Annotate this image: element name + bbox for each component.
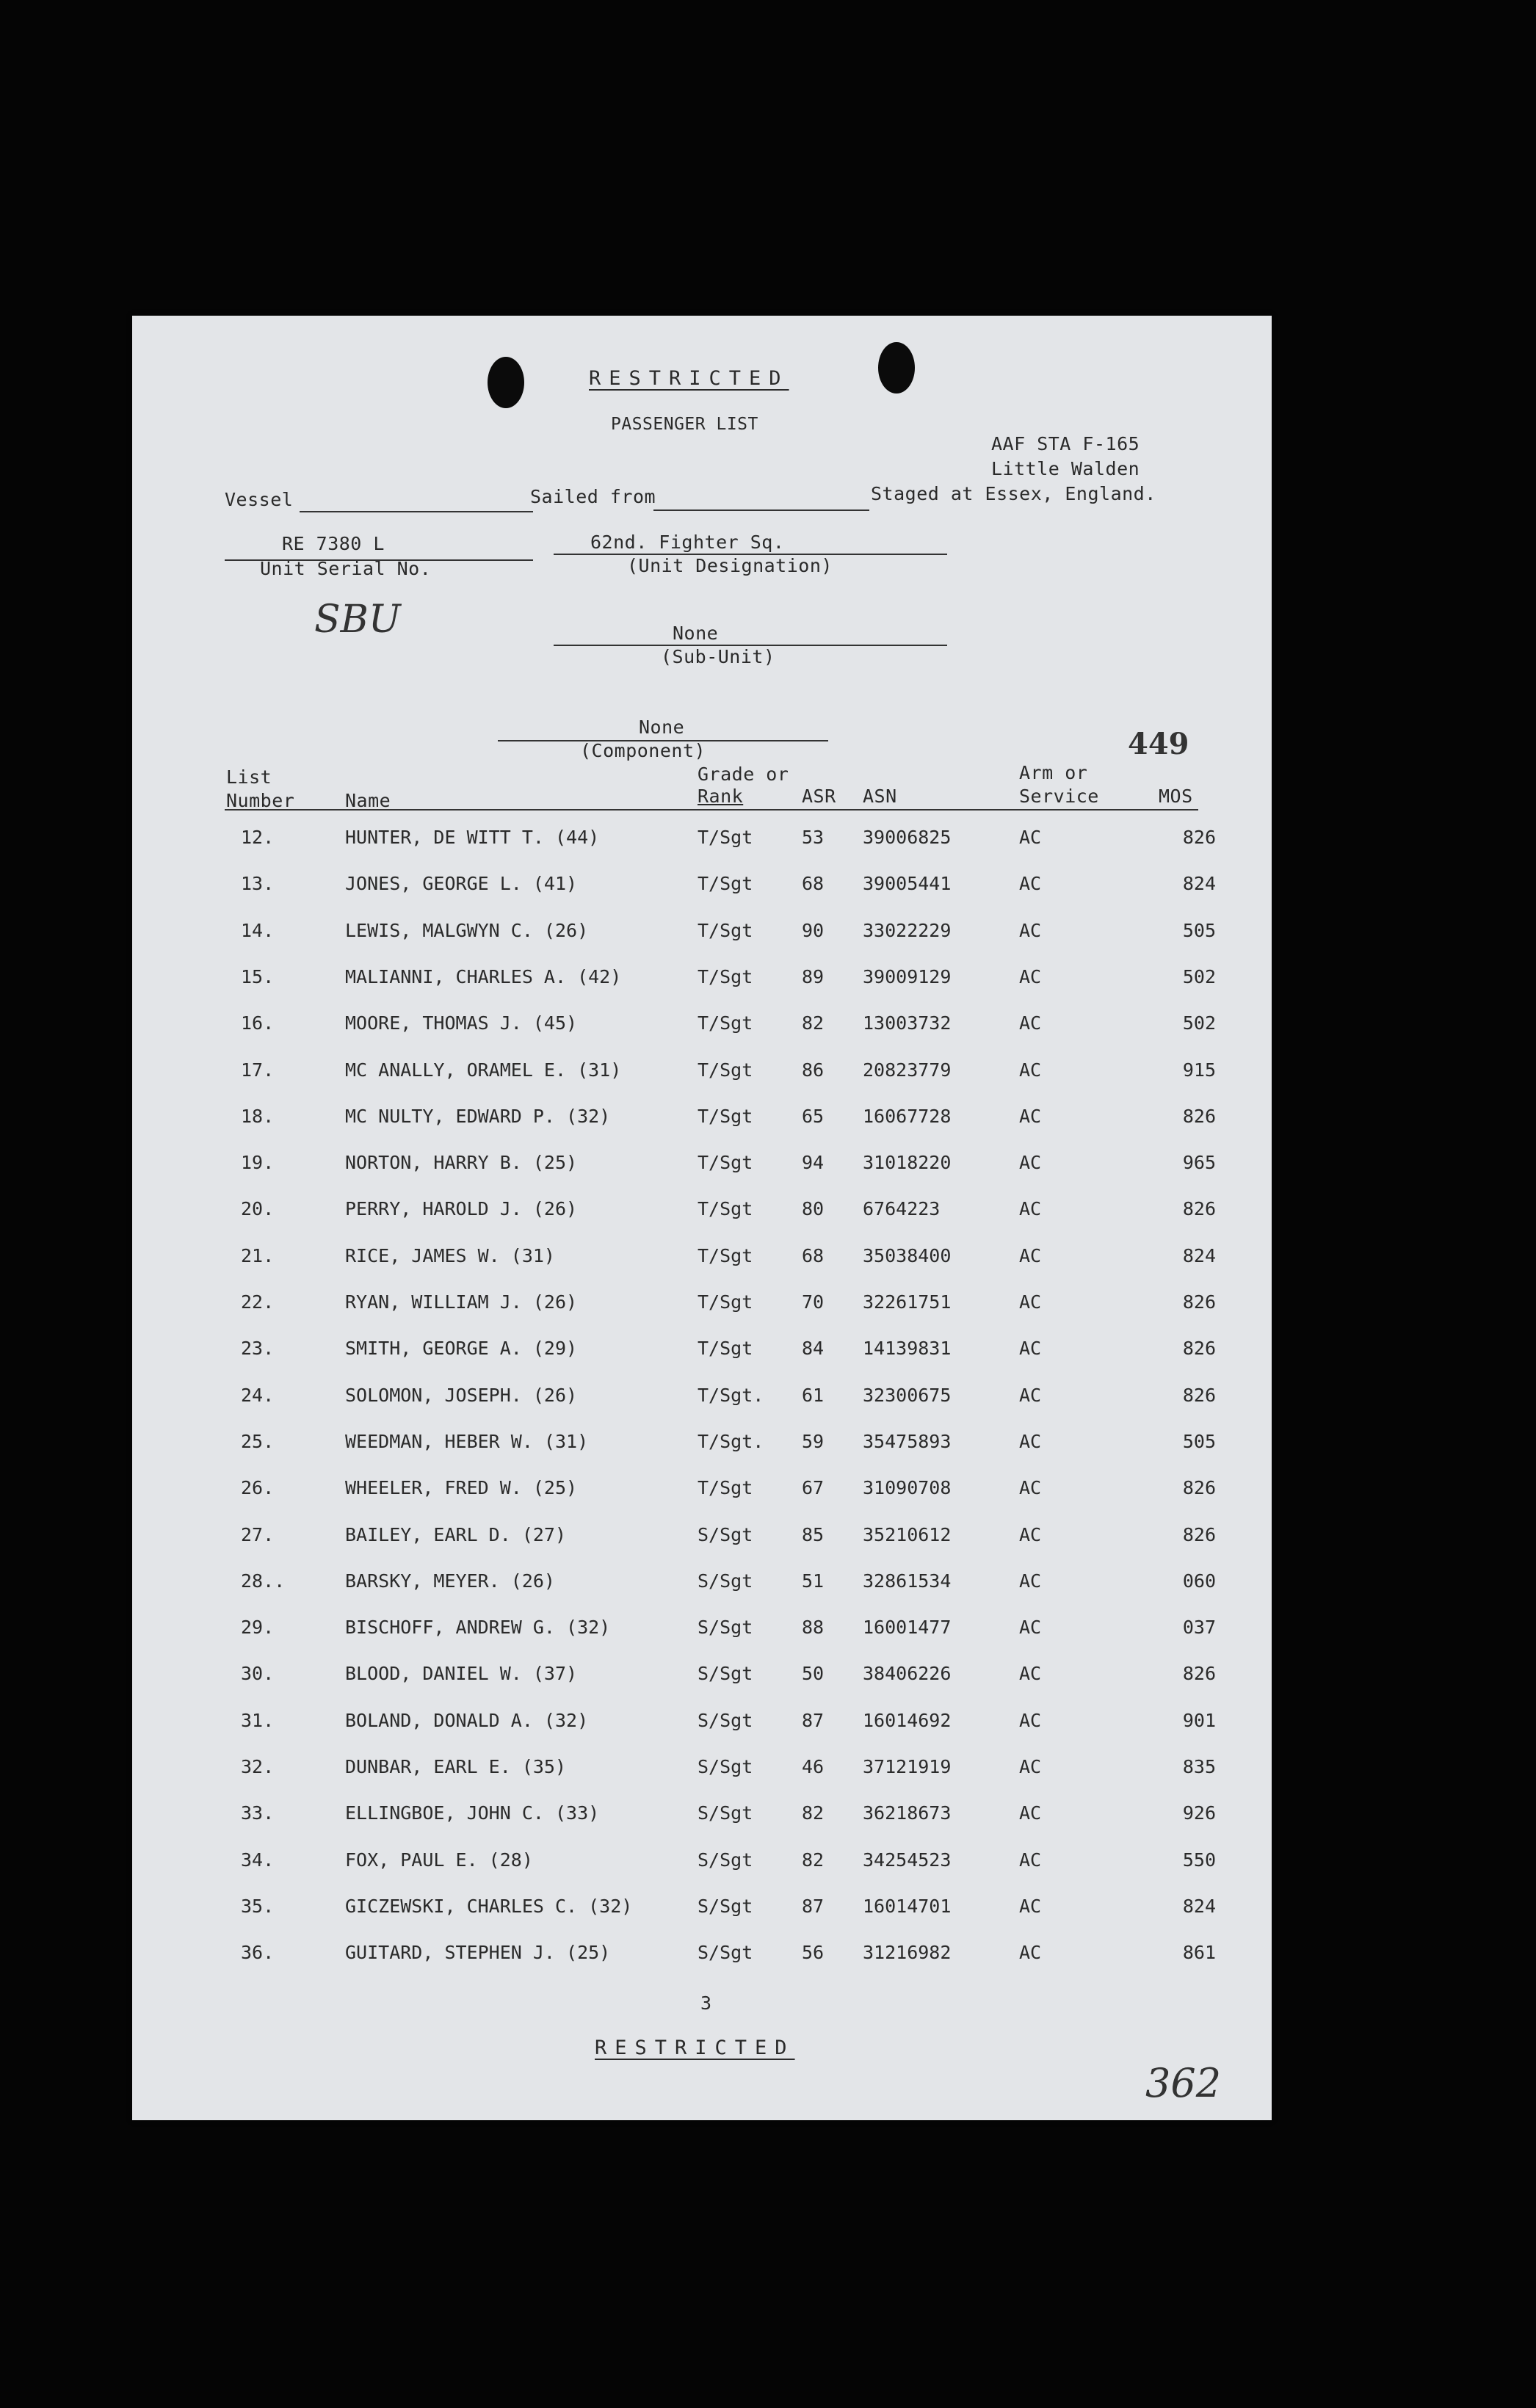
unit-designation-value: 62nd. Fighter Sq. bbox=[590, 532, 785, 553]
punch-hole-left bbox=[488, 357, 524, 408]
mos-cell: 826 bbox=[1182, 1524, 1216, 1545]
name-cell: RICE, JAMES W. (31) bbox=[345, 1245, 555, 1266]
grade-cell: T/Sgt bbox=[698, 1198, 753, 1219]
asr-cell: 87 bbox=[802, 1710, 825, 1731]
mos-cell: 826 bbox=[1182, 1198, 1216, 1219]
asn-cell: 35475893 bbox=[863, 1431, 952, 1452]
asn-cell: 39009129 bbox=[863, 966, 952, 987]
asr-cell: 94 bbox=[802, 1152, 825, 1173]
station-line-2: Little Walden bbox=[991, 458, 1140, 479]
asn-cell: 38406226 bbox=[863, 1663, 952, 1684]
name-cell: NORTON, HARRY B. (25) bbox=[345, 1152, 578, 1173]
col-asn: ASN bbox=[863, 786, 897, 807]
asr-cell: 82 bbox=[802, 1849, 825, 1871]
asn-cell: 16014692 bbox=[863, 1710, 952, 1731]
asr-cell: 50 bbox=[802, 1663, 825, 1684]
col-arm-2: Service bbox=[1019, 786, 1099, 807]
col-grade-2: Rank bbox=[698, 786, 744, 807]
asr-cell: 68 bbox=[802, 873, 825, 894]
sub-unit-label: (Sub-Unit) bbox=[661, 646, 775, 667]
grade-cell: S/Sgt bbox=[698, 1524, 753, 1545]
asr-cell: 86 bbox=[802, 1059, 825, 1081]
grade-cell: S/Sgt bbox=[698, 1570, 753, 1592]
arm-cell: AC bbox=[1019, 966, 1042, 987]
asn-cell: 31216982 bbox=[863, 1942, 952, 1963]
grade-cell: S/Sgt bbox=[698, 1663, 753, 1684]
table-row bbox=[132, 1710, 1272, 1739]
mos-cell: 915 bbox=[1182, 1059, 1216, 1081]
name-cell: MC NULTY, EDWARD P. (32) bbox=[345, 1106, 611, 1127]
name-cell: BLOOD, DANIEL W. (37) bbox=[345, 1663, 578, 1684]
list-number-cell: 28.. bbox=[241, 1570, 286, 1592]
mos-cell: 826 bbox=[1182, 1663, 1216, 1684]
list-number-cell: 15. bbox=[241, 966, 275, 987]
mos-cell: 037 bbox=[1182, 1617, 1216, 1638]
table-row bbox=[132, 1802, 1272, 1832]
arm-cell: AC bbox=[1019, 1477, 1042, 1498]
col-arm-1: Arm or bbox=[1019, 762, 1088, 783]
name-cell: HUNTER, DE WITT T. (44) bbox=[345, 827, 600, 848]
arm-cell: AC bbox=[1019, 827, 1042, 848]
table-row bbox=[132, 1896, 1272, 1925]
table-row bbox=[132, 1524, 1272, 1553]
asr-cell: 51 bbox=[802, 1570, 825, 1592]
list-number-cell: 32. bbox=[241, 1756, 275, 1777]
arm-cell: AC bbox=[1019, 1291, 1042, 1313]
sailed-from-label: Sailed from bbox=[530, 486, 656, 507]
mos-cell: 505 bbox=[1182, 920, 1216, 941]
name-cell: WHEELER, FRED W. (25) bbox=[345, 1477, 578, 1498]
asr-cell: 90 bbox=[802, 920, 825, 941]
asn-cell: 33022229 bbox=[863, 920, 952, 941]
arm-cell: AC bbox=[1019, 1802, 1042, 1824]
mos-cell: 826 bbox=[1182, 1106, 1216, 1127]
asr-cell: 80 bbox=[802, 1198, 825, 1219]
arm-cell: AC bbox=[1019, 1198, 1042, 1219]
asn-cell: 39005441 bbox=[863, 873, 952, 894]
list-number-cell: 16. bbox=[241, 1012, 275, 1034]
component-label: (Component) bbox=[580, 740, 706, 761]
name-cell: JONES, GEORGE L. (41) bbox=[345, 873, 578, 894]
grade-cell: T/Sgt bbox=[698, 1291, 753, 1313]
sub-unit-value: None bbox=[673, 623, 719, 644]
asr-cell: 84 bbox=[802, 1338, 825, 1359]
grade-cell: S/Sgt bbox=[698, 1617, 753, 1638]
asn-cell: 36218673 bbox=[863, 1802, 952, 1824]
name-cell: MOORE, THOMAS J. (45) bbox=[345, 1012, 578, 1034]
arm-cell: AC bbox=[1019, 1059, 1042, 1081]
component-value: None bbox=[639, 717, 685, 738]
grade-cell: T/Sgt bbox=[698, 1059, 753, 1081]
arm-cell: AC bbox=[1019, 1338, 1042, 1359]
table-row bbox=[132, 1617, 1272, 1646]
list-number-cell: 23. bbox=[241, 1338, 275, 1359]
mos-cell: 502 bbox=[1182, 966, 1216, 987]
asr-cell: 89 bbox=[802, 966, 825, 987]
list-number-cell: 34. bbox=[241, 1849, 275, 1871]
name-cell: FOX, PAUL E. (28) bbox=[345, 1849, 533, 1871]
name-cell: MALIANNI, CHARLES A. (42) bbox=[345, 966, 622, 987]
asn-cell: 14139831 bbox=[863, 1338, 952, 1359]
grade-cell: T/Sgt bbox=[698, 920, 753, 941]
name-cell: MC ANALLY, ORAMEL E. (31) bbox=[345, 1059, 622, 1081]
grade-cell: T/Sgt bbox=[698, 1012, 753, 1034]
grade-cell: S/Sgt bbox=[698, 1710, 753, 1731]
list-number-cell: 33. bbox=[241, 1802, 275, 1824]
asr-cell: 67 bbox=[802, 1477, 825, 1498]
grade-cell: S/Sgt bbox=[698, 1849, 753, 1871]
list-number-cell: 13. bbox=[241, 873, 275, 894]
asn-cell: 32861534 bbox=[863, 1570, 952, 1592]
name-cell: DUNBAR, EARL E. (35) bbox=[345, 1756, 567, 1777]
table-row bbox=[132, 1849, 1272, 1879]
mos-cell: 505 bbox=[1182, 1431, 1216, 1452]
asr-cell: 85 bbox=[802, 1524, 825, 1545]
vessel-rule bbox=[300, 511, 533, 512]
mos-cell: 550 bbox=[1182, 1849, 1216, 1871]
list-number-cell: 26. bbox=[241, 1477, 275, 1498]
asn-cell: 16067728 bbox=[863, 1106, 952, 1127]
name-cell: BOLAND, DONALD A. (32) bbox=[345, 1710, 589, 1731]
sailed-from-rule bbox=[653, 509, 869, 511]
table-row bbox=[132, 1338, 1272, 1367]
asr-cell: 53 bbox=[802, 827, 825, 848]
staged-at-text: Staged at Essex, England. bbox=[871, 483, 1156, 504]
table-row bbox=[132, 1106, 1272, 1135]
list-number-cell: 17. bbox=[241, 1059, 275, 1081]
grade-cell: T/Sgt. bbox=[698, 1431, 764, 1452]
col-mos: MOS bbox=[1159, 786, 1193, 807]
grade-cell: T/Sgt bbox=[698, 1152, 753, 1173]
asn-cell: 37121919 bbox=[863, 1756, 952, 1777]
list-number-cell: 35. bbox=[241, 1896, 275, 1917]
unit-designation-label: (Unit Designation) bbox=[627, 555, 833, 576]
name-cell: BAILEY, EARL D. (27) bbox=[345, 1524, 567, 1545]
arm-cell: AC bbox=[1019, 1570, 1042, 1592]
table-row bbox=[132, 827, 1272, 856]
mos-cell: 826 bbox=[1182, 1338, 1216, 1359]
grade-cell: S/Sgt bbox=[698, 1756, 753, 1777]
arm-cell: AC bbox=[1019, 1524, 1042, 1545]
mos-cell: 861 bbox=[1182, 1942, 1216, 1963]
vessel-label: Vessel bbox=[225, 489, 294, 510]
col-name: Name bbox=[345, 790, 391, 811]
asn-cell: 34254523 bbox=[863, 1849, 952, 1871]
col-grade-1: Grade or bbox=[698, 764, 789, 785]
table-row bbox=[132, 920, 1272, 949]
grade-cell: T/Sgt bbox=[698, 1477, 753, 1498]
mos-cell: 826 bbox=[1182, 1385, 1216, 1406]
header-rule bbox=[225, 809, 1198, 810]
unit-serial-label: Unit Serial No. bbox=[260, 558, 432, 579]
table-row bbox=[132, 873, 1272, 902]
asr-cell: 87 bbox=[802, 1896, 825, 1917]
arm-cell: AC bbox=[1019, 1385, 1042, 1406]
grade-cell: S/Sgt bbox=[698, 1942, 753, 1963]
name-cell: SMITH, GEORGE A. (29) bbox=[345, 1338, 578, 1359]
asn-cell: 20823779 bbox=[863, 1059, 952, 1081]
mos-cell: 826 bbox=[1182, 1477, 1216, 1498]
handwritten-page-number: 362 bbox=[1145, 2060, 1222, 2106]
asr-cell: 65 bbox=[802, 1106, 825, 1127]
list-number-cell: 27. bbox=[241, 1524, 275, 1545]
col-asr: ASR bbox=[802, 786, 836, 807]
asr-cell: 59 bbox=[802, 1431, 825, 1452]
asr-cell: 82 bbox=[802, 1012, 825, 1034]
arm-cell: AC bbox=[1019, 1849, 1042, 1871]
grade-cell: T/Sgt bbox=[698, 1245, 753, 1266]
list-number-cell: 36. bbox=[241, 1942, 275, 1963]
mos-cell: 826 bbox=[1182, 1291, 1216, 1313]
asr-cell: 61 bbox=[802, 1385, 825, 1406]
table-row bbox=[132, 1663, 1272, 1692]
asn-cell: 35210612 bbox=[863, 1524, 952, 1545]
handwritten-code: SBU bbox=[314, 598, 401, 642]
arm-cell: AC bbox=[1019, 873, 1042, 894]
name-cell: BISCHOFF, ANDREW G. (32) bbox=[345, 1617, 611, 1638]
mos-cell: 965 bbox=[1182, 1152, 1216, 1173]
table-row bbox=[132, 1198, 1272, 1227]
arm-cell: AC bbox=[1019, 1617, 1042, 1638]
asn-cell: 32261751 bbox=[863, 1291, 952, 1313]
table-row bbox=[132, 1570, 1272, 1600]
asn-cell: 16001477 bbox=[863, 1617, 952, 1638]
asn-cell: 31090708 bbox=[863, 1477, 952, 1498]
arm-cell: AC bbox=[1019, 1896, 1042, 1917]
list-number-cell: 25. bbox=[241, 1431, 275, 1452]
mos-cell: 826 bbox=[1182, 827, 1216, 848]
asn-cell: 39006825 bbox=[863, 827, 952, 848]
asr-cell: 70 bbox=[802, 1291, 825, 1313]
name-cell: RYAN, WILLIAM J. (26) bbox=[345, 1291, 578, 1313]
grade-cell: T/Sgt bbox=[698, 966, 753, 987]
asn-cell: 31018220 bbox=[863, 1152, 952, 1173]
list-number-cell: 31. bbox=[241, 1710, 275, 1731]
unit-serial-value: RE 7380 L bbox=[282, 533, 385, 554]
table-row bbox=[132, 1059, 1272, 1089]
arm-cell: AC bbox=[1019, 1942, 1042, 1963]
table-row bbox=[132, 1291, 1272, 1321]
arm-cell: AC bbox=[1019, 1710, 1042, 1731]
asr-cell: 82 bbox=[802, 1802, 825, 1824]
table-row bbox=[132, 1012, 1272, 1042]
grade-cell: S/Sgt bbox=[698, 1802, 753, 1824]
grade-cell: T/Sgt bbox=[698, 873, 753, 894]
mos-cell: 926 bbox=[1182, 1802, 1216, 1824]
name-cell: BARSKY, MEYER. (26) bbox=[345, 1570, 555, 1592]
footer-page-number: 3 bbox=[700, 1992, 712, 2014]
asr-cell: 56 bbox=[802, 1942, 825, 1963]
asn-cell: 13003732 bbox=[863, 1012, 952, 1034]
arm-cell: AC bbox=[1019, 1106, 1042, 1127]
grade-cell: S/Sgt bbox=[698, 1896, 753, 1917]
list-number-cell: 12. bbox=[241, 827, 275, 848]
list-number-cell: 29. bbox=[241, 1617, 275, 1638]
arm-cell: AC bbox=[1019, 1012, 1042, 1034]
table-row bbox=[132, 1152, 1272, 1181]
restricted-heading: RESTRICTED bbox=[589, 367, 789, 390]
table-row bbox=[132, 1942, 1272, 1971]
mos-cell: 824 bbox=[1182, 873, 1216, 894]
arm-cell: AC bbox=[1019, 1431, 1042, 1452]
arm-cell: AC bbox=[1019, 1756, 1042, 1777]
name-cell: GUITARD, STEPHEN J. (25) bbox=[345, 1942, 611, 1963]
table-row bbox=[132, 1477, 1272, 1506]
col-list-number-1: List bbox=[226, 766, 272, 788]
list-number-cell: 22. bbox=[241, 1291, 275, 1313]
table-row bbox=[132, 1245, 1272, 1274]
name-cell: SOLOMON, JOSEPH. (26) bbox=[345, 1385, 578, 1406]
list-number-cell: 24. bbox=[241, 1385, 275, 1406]
table-row bbox=[132, 1431, 1272, 1460]
station-line-1: AAF STA F-165 bbox=[991, 433, 1140, 454]
page-stamp-number: 449 bbox=[1128, 727, 1189, 761]
asn-cell: 16014701 bbox=[863, 1896, 952, 1917]
passenger-list-title: PASSENGER LIST bbox=[611, 415, 758, 434]
list-number-cell: 21. bbox=[241, 1245, 275, 1266]
grade-cell: T/Sgt bbox=[698, 1338, 753, 1359]
mos-cell: 901 bbox=[1182, 1710, 1216, 1731]
document-page bbox=[132, 316, 1272, 2120]
arm-cell: AC bbox=[1019, 1245, 1042, 1266]
name-cell: GICZEWSKI, CHARLES C. (32) bbox=[345, 1896, 633, 1917]
mos-cell: 835 bbox=[1182, 1756, 1216, 1777]
arm-cell: AC bbox=[1019, 1663, 1042, 1684]
asr-cell: 68 bbox=[802, 1245, 825, 1266]
list-number-cell: 20. bbox=[241, 1198, 275, 1219]
asn-cell: 32300675 bbox=[863, 1385, 952, 1406]
mos-cell: 060 bbox=[1182, 1570, 1216, 1592]
grade-cell: T/Sgt. bbox=[698, 1385, 764, 1406]
list-number-cell: 19. bbox=[241, 1152, 275, 1173]
asn-cell: 35038400 bbox=[863, 1245, 952, 1266]
asn-cell: 6764223 bbox=[863, 1198, 941, 1219]
name-cell: PERRY, HAROLD J. (26) bbox=[345, 1198, 578, 1219]
mos-cell: 824 bbox=[1182, 1245, 1216, 1266]
arm-cell: AC bbox=[1019, 920, 1042, 941]
table-row bbox=[132, 966, 1272, 996]
list-number-cell: 18. bbox=[241, 1106, 275, 1127]
punch-hole-right bbox=[878, 342, 915, 394]
col-list-number-2: Number bbox=[226, 790, 295, 811]
list-number-cell: 14. bbox=[241, 920, 275, 941]
arm-cell: AC bbox=[1019, 1152, 1042, 1173]
asr-cell: 46 bbox=[802, 1756, 825, 1777]
mos-cell: 824 bbox=[1182, 1896, 1216, 1917]
list-number-cell: 30. bbox=[241, 1663, 275, 1684]
asr-cell: 88 bbox=[802, 1617, 825, 1638]
name-cell: LEWIS, MALGWYN C. (26) bbox=[345, 920, 589, 941]
table-row bbox=[132, 1385, 1272, 1414]
restricted-footer: RESTRICTED bbox=[595, 2037, 795, 2059]
grade-cell: T/Sgt bbox=[698, 827, 753, 848]
table-row bbox=[132, 1756, 1272, 1785]
name-cell: WEEDMAN, HEBER W. (31) bbox=[345, 1431, 589, 1452]
mos-cell: 502 bbox=[1182, 1012, 1216, 1034]
grade-cell: T/Sgt bbox=[698, 1106, 753, 1127]
name-cell: ELLINGBOE, JOHN C. (33) bbox=[345, 1802, 600, 1824]
